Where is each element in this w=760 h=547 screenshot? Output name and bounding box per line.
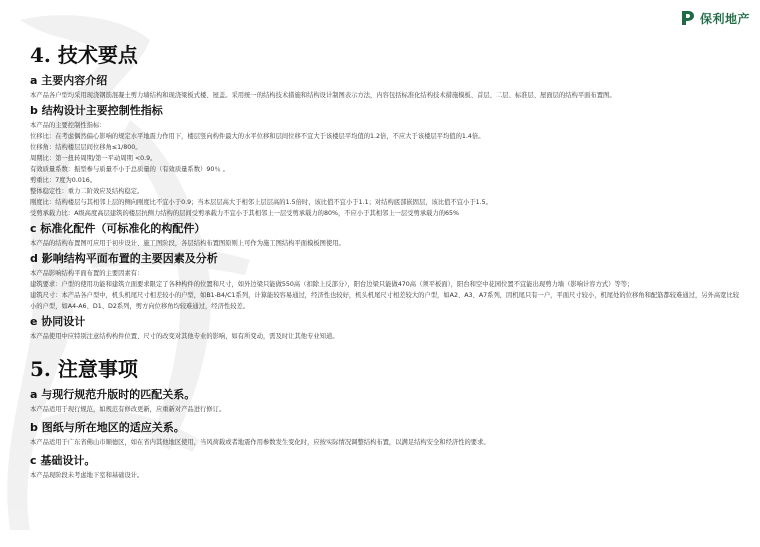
- paragraph: 位移比：在考虑偶然偏心影响的规定水平地震力作用下，楼层竖向构件最大的水平位移和层间位移不宜大于该楼层平均值的1.2倍，不应大于该楼层平均值的1.4倍。: [30, 133, 485, 140]
- paragraph: 本产品各户型均采用现浇钢筋混凝土剪力墙结构和现浇梁板式楼、屋盖。采用统一的结构技术措施和结构设计制图表示方法，内容包括标准化结构技术措施模板、首层、二层、标准层、屋面层的结构平面布置图。: [30, 92, 616, 99]
- section-title: 4. 技术要点: [30, 43, 138, 67]
- subsection-heading: e 协同设计: [30, 315, 86, 328]
- paragraph: 有效质量系数：振型参与质量不小于总质量的（有效质量系数）90％ 。: [30, 166, 229, 173]
- section-technical-points: [30, 42, 742, 342]
- paragraph: 周期比：第一扭转周期/第一平动周期 <0.9。: [30, 155, 157, 162]
- paragraph: 本产品适用于广东省佛山市顺德区，如在省内其他地区使用，当风荷载或者地震作用参数发生变化时，应按实际情况调整结构布置，以满足结构安全和经济性的要求。: [30, 439, 490, 446]
- paragraph: 建筑要求：户型的使用功能和建筑立面要求限定了各种构件的位置和尺寸，如外边梁只能做550高（扣除上反部分），阳台边梁只能做470高（须平板面），阳台和空中花园位置不宜能出现剪力墙（影响计容方式）等等；: [30, 281, 634, 288]
- subsection-heading: b 结构设计主要控制性指标: [30, 104, 163, 117]
- logo-text: 保利地产: [699, 11, 750, 26]
- subsection-heading: d 影响结构平面布置的主要因素及分析: [30, 252, 218, 265]
- subsection-heading: a 主要内容介绍: [30, 74, 108, 87]
- section-precautions: [30, 356, 742, 481]
- paragraph: 剪重比：7度为0.016。: [30, 177, 97, 184]
- subsection-heading: c 基础设计。: [30, 454, 96, 467]
- subsection-foundation-design: [30, 454, 742, 481]
- section-title: 5. 注意事项: [30, 357, 138, 381]
- paragraph: 建筑尺寸：本产品各户型中，机头机尾尺寸相差较小的户型，如B1-B4/C1系列，计算能较容易通过，经济性也较好，机头机尾尺寸相差较大的户型，如A2、A3、A7系列，因机尾只有一户，平面尺寸较小，机尾处的位移角和配筋都较难通过，另外高宽比较小的户型，如A4-A6、D1、D2系列，剪方向位移角均较难通过，经济性较差。: [30, 292, 740, 310]
- paragraph: 本产品适用于现行规范，如规范有修改更新，应重新对产品进行修订。: [30, 406, 226, 413]
- paragraph: 位移角：结构楼层层间位移角≤1/800。: [30, 144, 142, 151]
- subsection-heading: c 标准化配件（可标准化的构配件）: [30, 222, 206, 235]
- paragraph: 本产品使用中应特别注意结构构件位置、尺寸的改变对其他专业的影响，如有所变动，需及时让其他专业知道。: [30, 333, 339, 340]
- company-logo: [679, 9, 750, 27]
- paragraph: 本产品的主要控制性指标：: [30, 122, 106, 129]
- paragraph: 刚度比：结构楼层与其相邻上层的侧向刚度比不宜小于0.9；当本层层高大于相邻上层层高的1.5倍时，该比值不宜小于1.1；对结构底部嵌固层，该比值不宜小于1.5。: [30, 199, 492, 206]
- subsection-control-indicators: [30, 104, 742, 219]
- poly-logo-icon: [679, 9, 697, 27]
- subsection-code-matching: [30, 388, 742, 415]
- subsection-collaborative-design: [30, 315, 742, 342]
- subsection-main-content: [30, 74, 742, 101]
- paragraph: 受剪承载力比：A级高度高层建筑的楼层抗侧力结构的层间受剪承载力不宜小于其相邻上一层受剪承载力的80%，不应小于其相邻上一层受剪承载力的65%: [30, 210, 460, 217]
- subsection-heading: b 图纸与所在地区的适应关系。: [30, 421, 185, 434]
- paragraph: 本产品影响结构平面布置的主要因素有：: [30, 270, 144, 277]
- subsection-heading: a 与现行规范升版时的匹配关系。: [30, 388, 196, 401]
- subsection-layout-factors: [30, 252, 742, 312]
- paragraph: 整体稳定性：重力二阶效应及结构稳定。: [30, 188, 144, 195]
- subsection-standard-components: [30, 222, 742, 249]
- paragraph: 本产品的结构布置图可应用于初步设计、施工图阶段，各层结构布置图原则上可作为施工图结构平面模板图使用。: [30, 240, 345, 247]
- paragraph: 本产品现阶段未考虑地下室和基础设计。: [30, 472, 144, 479]
- document-body: [30, 42, 742, 481]
- subsection-region-adaptation: [30, 421, 742, 448]
